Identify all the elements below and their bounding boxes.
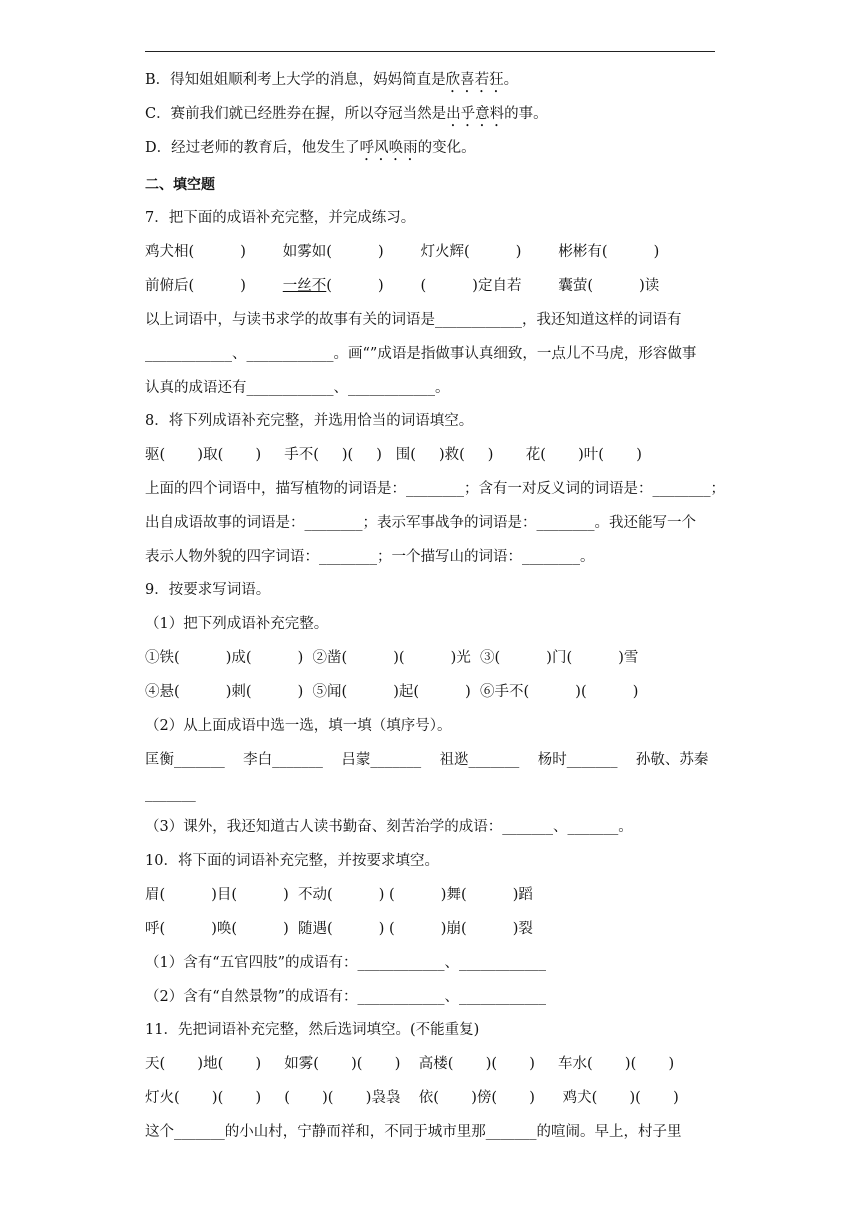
question-9-row-1: ①铁( )成( ) ②凿( )( )光 ③( )门( )雪 — [145, 650, 639, 666]
question-11-text: 这个_______的小山村，宁静而祥和，不同于城市里那_______的喧闹。早上，村子里 — [145, 1124, 682, 1140]
question-9-names: 匡衡_______ 李白_______ 吕蒙_______ 祖逖_______ 杨时_______ 孙敬、苏秦 — [145, 752, 709, 768]
section-title: 二、填空题 — [145, 177, 215, 193]
question-8-text-2: 出自成语故事的词语是：________；表示军事战争的词语是：________。我还能写一个 — [145, 515, 696, 531]
question-11-title: 11．先把词语补充完整，然后选词填空。(不能重复) — [145, 1022, 480, 1038]
question-11-row-1: 天( )地( ) 如雾( )( ) 高楼( )( ) 车水( )( ) — [145, 1056, 675, 1072]
question-9-row-2: ④悬( )刺( ) ⑤闻( )起( ) ⑥手不( )( ) — [145, 684, 639, 700]
question-9-part-3: （3）课外，我还知道古人读书勤奋、刻苦治学的成语：_______、_______。 — [145, 819, 633, 835]
question-10-part-2: （2）含有“自然景物”的成语有：____________、____________ — [145, 989, 547, 1005]
question-7-text-1: 以上词语中，与读书求学的故事有关的词语是____________，我还知道这样的词语有 — [145, 312, 682, 328]
question-8-title: 8．将下列成语补充完整，并选用恰当的词语填空。 — [145, 413, 474, 429]
question-8-text-3: 表示人物外貌的四字词语：________；一个描写山的词语：________。 — [145, 549, 595, 565]
question-10-title: 10．将下面的词语补充完整，并按要求填空。 — [145, 853, 439, 869]
question-10-row-2: 呼( )唤( ) 随遇( ) ( )崩( )裂 — [145, 921, 533, 937]
question-8-text-1: 上面的四个词语中，描写植物的词语是：________；含有一对反义词的词语是：________； — [145, 481, 725, 497]
question-7-row-2: 前俯后( ) 一丝不( ) ( )定自若 囊萤( )读 — [145, 278, 660, 294]
question-10-part-1: （1）含有“五官四肢”的成语有：____________、____________ — [145, 955, 547, 971]
question-10-row-1: 眉( )目( ) 不动( ) ( )舞( )蹈 — [145, 887, 533, 903]
question-9-title: 9．按要求写词语。 — [145, 582, 271, 598]
question-7-row-1: 鸡犬相( ) 如雾如( ) 灯火辉( ) 彬彬有( ) — [145, 244, 660, 260]
header-rule — [145, 51, 715, 52]
question-11-row-2: 灯火( )( ) ( )( )袅袅 依( )傍( ) 鸡犬( )( ) — [145, 1090, 679, 1106]
question-9-blank: _______ — [145, 786, 196, 802]
question-9-part-2: （2）从上面成语中选一选，填一填（填序号）。 — [145, 718, 452, 734]
question-7-text-2: ____________、____________。画“”成语是指做事认真细致，一点儿不马虎，形容做事 — [145, 346, 697, 362]
option-b: B．得知姐姐顺利考上大学的消息，妈妈简直是欣喜若狂。 — [145, 72, 519, 88]
option-c: C．赛前我们就已经胜券在握，所以夺冠当然是出乎意料的事。 — [145, 106, 548, 122]
question-9-part-1: （1）把下列成语补充完整。 — [145, 616, 329, 632]
question-7-text-3: 认真的成语还有____________、____________。 — [145, 380, 450, 396]
question-7-title: 7．把下面的成语补充完整，并完成练习。 — [145, 210, 416, 226]
option-d: D．经过老师的教育后，他发生了呼风唤雨的变化。 — [145, 140, 476, 156]
question-8-row: 驱( )取( ) 手不( )( ) 围( )救( ) 花( )叶( ) — [145, 447, 642, 463]
